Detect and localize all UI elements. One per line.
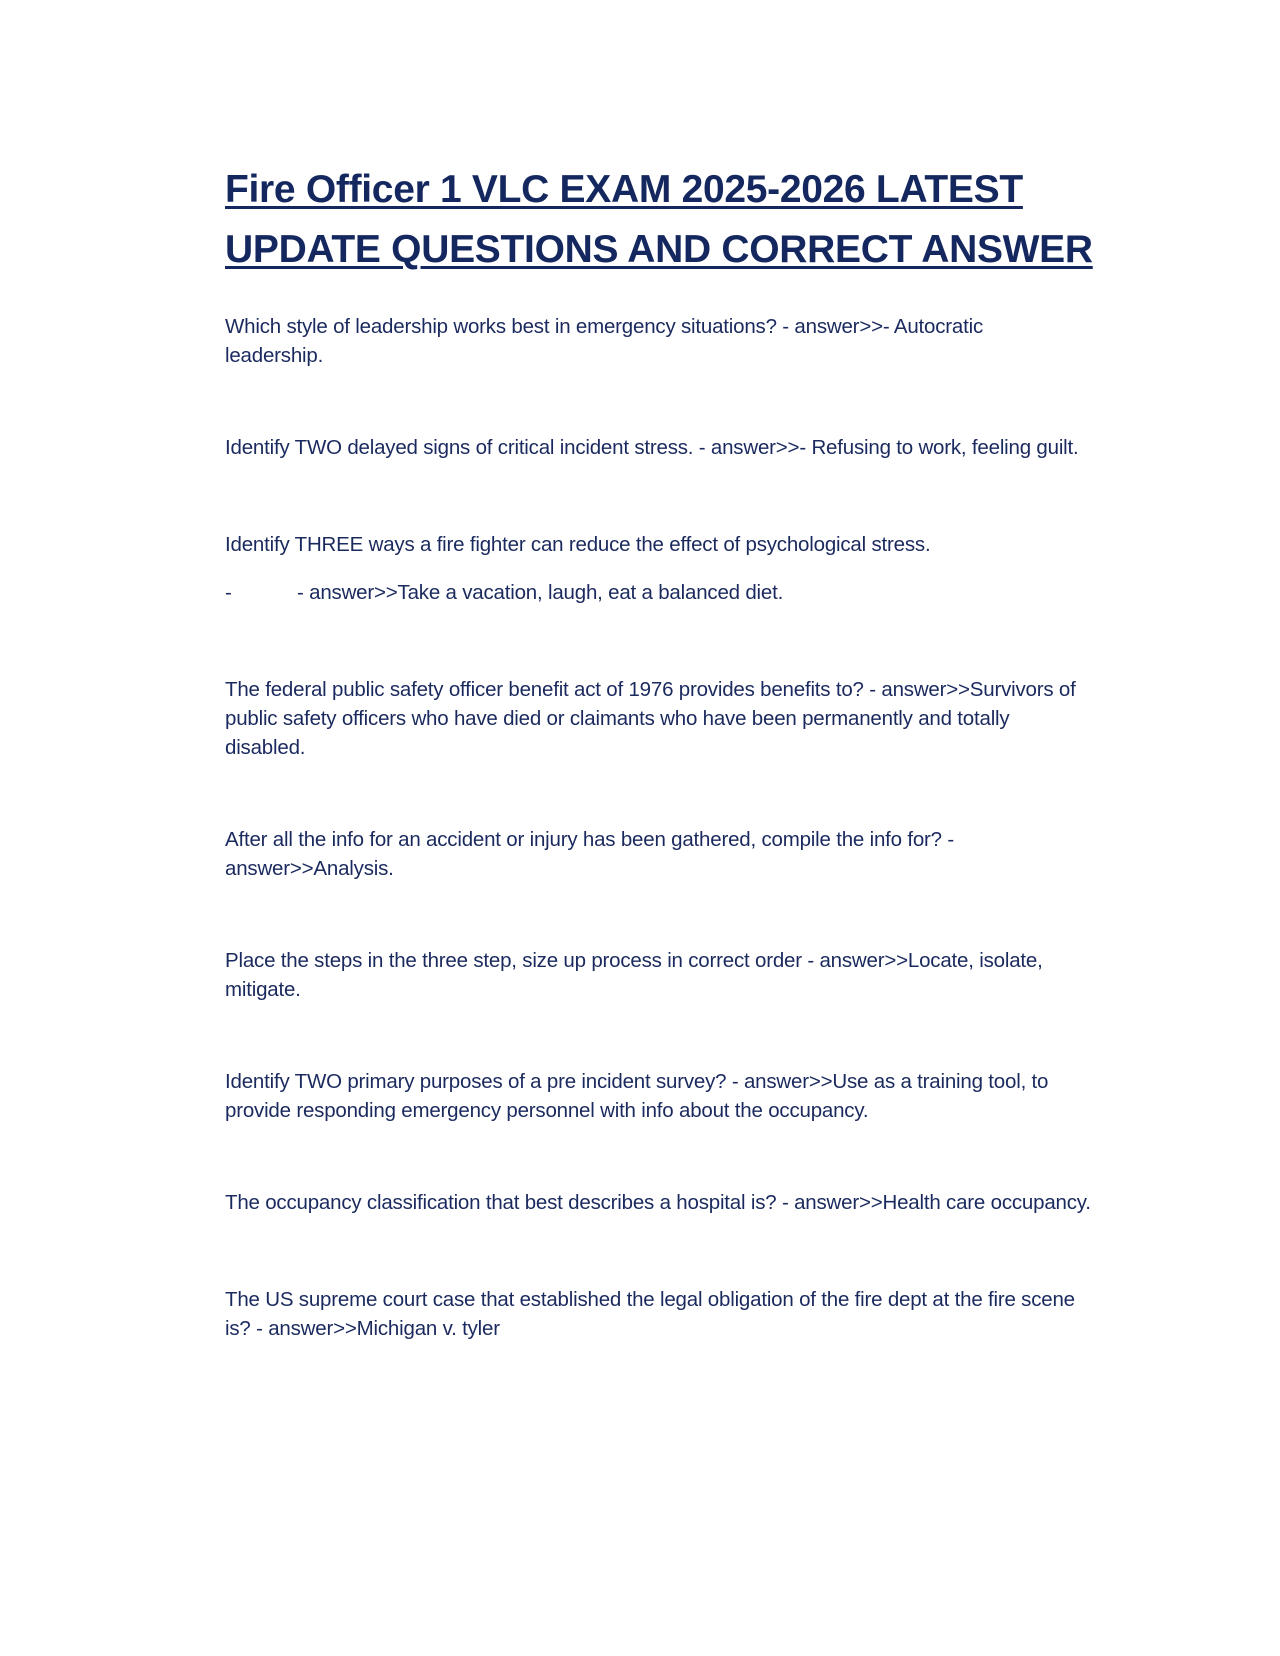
qa-answer-row: [225, 578, 1145, 607]
qa-text: public safety officers who have died or claimants who have been permanently and totally: [225, 707, 1010, 730]
qa-item-6: [225, 946, 1145, 1004]
qa-item-9: [225, 1285, 1145, 1343]
qa-text: Place the steps in the three step, size up process in correct order - answer>>Locate, isolate,: [225, 949, 1043, 972]
qa-item-3: [225, 530, 1145, 607]
qa-dash: -: [225, 581, 232, 604]
qa-text: Identify TWO delayed signs of critical incident stress. - answer>>- Refusing to work, feeling guilt.: [225, 436, 1079, 459]
qa-item-1: [225, 312, 1145, 370]
qa-text: mitigate.: [225, 978, 301, 1001]
qa-text: answer>>Analysis.: [225, 857, 394, 880]
qa-text: The US supreme court case that established the legal obligation of the fire dept at the fire scene: [225, 1288, 1075, 1311]
qa-text: disabled.: [225, 736, 306, 759]
qa-text: provide responding emergency personnel with info about the occupancy.: [225, 1099, 869, 1122]
qa-answer: - answer>>Take a vacation, laugh, eat a balanced diet.: [297, 581, 784, 604]
qa-text: The federal public safety officer benefit act of 1976 provides benefits to? - answer>>Survivors of: [225, 678, 1076, 701]
qa-text: Identify THREE ways a fire fighter can reduce the effect of psychological stress.: [225, 533, 931, 556]
qa-text: The occupancy classification that best describes a hospital is? - answer>>Health care occupancy.: [225, 1191, 1091, 1214]
title-line-1: Fire Officer 1 VLC EXAM 2025-2026 LATEST: [225, 168, 1023, 211]
document-page: [225, 160, 1145, 1343]
qa-item-4: [225, 675, 1145, 762]
qa-item-5: [225, 825, 1145, 883]
qa-text: is? - answer>>Michigan v. tyler: [225, 1317, 500, 1340]
qa-text: After all the info for an accident or injury has been gathered, compile the info for? -: [225, 828, 954, 851]
qa-text: Which style of leadership works best in emergency situations? - answer>>- Autocratic: [225, 315, 983, 338]
qa-item-7: [225, 1067, 1145, 1125]
qa-text: leadership.: [225, 344, 324, 367]
qa-item-8: [225, 1188, 1145, 1217]
qa-text: Identify TWO primary purposes of a pre incident survey? - answer>>Use as a training tool, to: [225, 1070, 1049, 1093]
document-title: [225, 160, 1145, 280]
qa-item-2: [225, 433, 1145, 462]
title-line-2: UPDATE QUESTIONS AND CORRECT ANSWER: [225, 228, 1093, 271]
